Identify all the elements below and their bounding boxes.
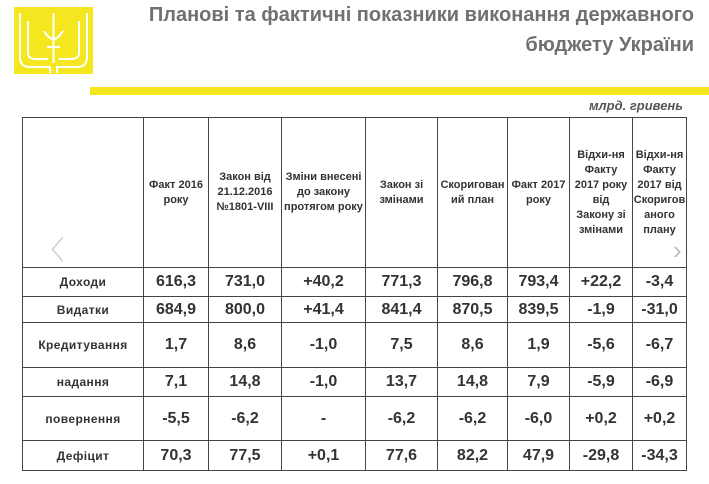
table-cell: 70,3 (144, 441, 209, 471)
ukraine-trident-logo (14, 7, 93, 74)
column-header: Скоригован ий план (438, 118, 508, 268)
table-cell: 684,9 (144, 297, 209, 323)
column-header: Відхи-ня Факту 2017 від Скоригов аного плану (633, 118, 687, 268)
table-cell: 796,8 (438, 268, 508, 297)
table-row (23, 368, 687, 397)
row-label: Дефіцит (23, 441, 144, 471)
table-cell: 8,6 (438, 323, 508, 368)
table-cell: 7,9 (508, 368, 570, 397)
table-cell: 7,1 (144, 368, 209, 397)
table-row (23, 297, 687, 323)
table-cell: 13,7 (366, 368, 438, 397)
table-row (23, 268, 687, 297)
table-cell: -3,4 (633, 268, 687, 297)
row-label: повернення (23, 397, 144, 441)
unit-label: млрд. гривень (588, 98, 683, 113)
table-cell: 14,8 (438, 368, 508, 397)
table-cell: 14,8 (209, 368, 282, 397)
table-cell: 47,9 (508, 441, 570, 471)
table-row (23, 441, 687, 471)
table-cell: +0,2 (633, 397, 687, 441)
table-cell: -34,3 (633, 441, 687, 471)
table-header-row (23, 118, 687, 268)
table-cell: -6,2 (438, 397, 508, 441)
row-label: Доходи (23, 268, 144, 297)
column-header: Закон від 21.12.2016 №1801-VIII (209, 118, 282, 268)
row-label: Видатки (23, 297, 144, 323)
yellow-divider (90, 87, 709, 95)
table-cell: -31,0 (633, 297, 687, 323)
table-cell: +0,2 (570, 397, 633, 441)
table-cell: -6,0 (508, 397, 570, 441)
row-label: надання (23, 368, 144, 397)
table-cell: -1,0 (282, 368, 366, 397)
title-line-1: Планові та фактичні показники виконання державного (148, 4, 694, 26)
table-cell: 870,5 (438, 297, 508, 323)
column-header: Факт 2016 року (144, 118, 209, 268)
table-cell: 77,6 (366, 441, 438, 471)
table-cell: 1,9 (508, 323, 570, 368)
chevron-left-icon: 〈 (38, 235, 65, 265)
title-line-2: бюджету України (525, 34, 694, 56)
column-header: Факт 2017 року (508, 118, 570, 268)
table-cell: 616,3 (144, 268, 209, 297)
table-cell: +0,1 (282, 441, 366, 471)
table-cell: - (282, 397, 366, 441)
table-cell: +41,4 (282, 297, 366, 323)
table-cell: 1,7 (144, 323, 209, 368)
table-cell: -6,7 (633, 323, 687, 368)
table-cell: 77,5 (209, 441, 282, 471)
budget-table (22, 117, 687, 471)
table-cell: +22,2 (570, 268, 633, 297)
table-cell: -5,9 (570, 368, 633, 397)
table-cell: 731,0 (209, 268, 282, 297)
table-cell: 771,3 (366, 268, 438, 297)
column-header: Зміни внесені до закону протягом року (282, 118, 366, 268)
chevron-right-icon: › (673, 235, 682, 265)
page-title (120, 6, 694, 60)
table-cell: -1,9 (570, 297, 633, 323)
table-cell: -29,8 (570, 441, 633, 471)
table-row (23, 323, 687, 368)
table-cell: 841,4 (366, 297, 438, 323)
table-cell: -6,2 (366, 397, 438, 441)
table-cell: 7,5 (366, 323, 438, 368)
table-cell: -5,5 (144, 397, 209, 441)
table-row (23, 397, 687, 441)
table-cell: 8,6 (209, 323, 282, 368)
table-cell: 82,2 (438, 441, 508, 471)
trident-icon (14, 7, 93, 74)
table-cell: 839,5 (508, 297, 570, 323)
column-header: Закон зі змінами (366, 118, 438, 268)
column-header: Відхи-ня Факту 2017 року від Закону зі змінами (570, 118, 633, 268)
table-cell: 793,4 (508, 268, 570, 297)
next-slide-button[interactable] (673, 237, 682, 263)
table-cell: +40,2 (282, 268, 366, 297)
prev-slide-button[interactable] (38, 237, 64, 263)
table-cell: -1,0 (282, 323, 366, 368)
table-cell: 800,0 (209, 297, 282, 323)
row-label: Кредитування (23, 323, 144, 368)
table-cell: -6,2 (209, 397, 282, 441)
table-cell: -6,9 (633, 368, 687, 397)
table-cell: -5,6 (570, 323, 633, 368)
